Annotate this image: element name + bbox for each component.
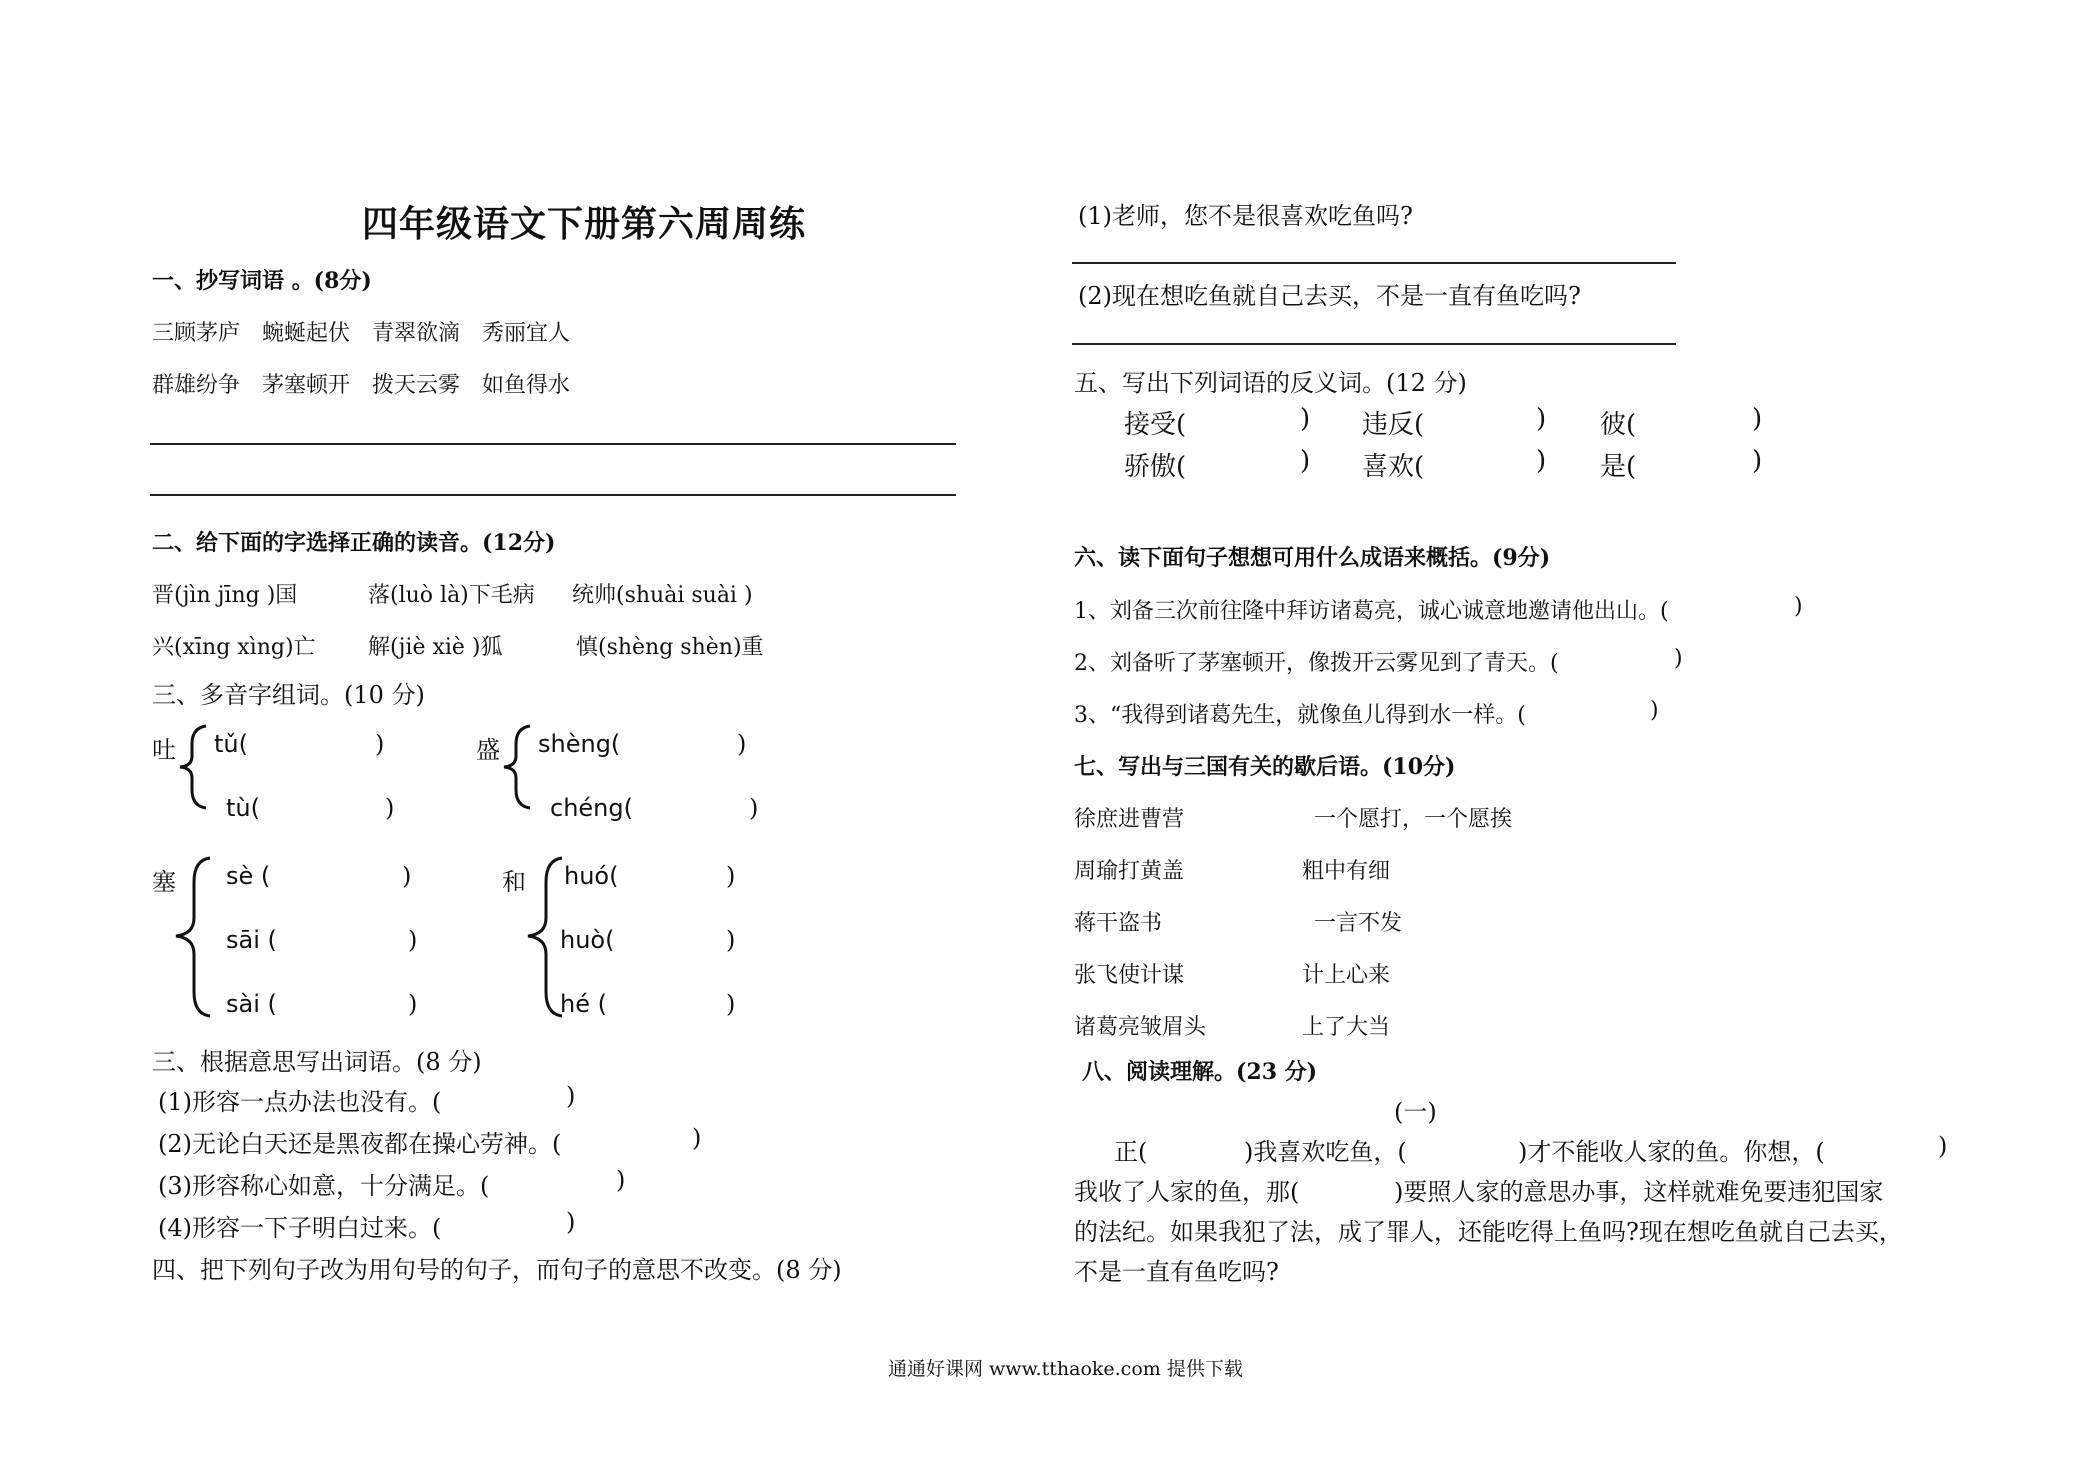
pinyin-label: huò( (560, 926, 615, 954)
pinyin-label: tù( (226, 794, 260, 822)
antonym-item: 骄傲( (1124, 452, 1187, 482)
antonym-item: 是( (1600, 452, 1637, 482)
antonym-item: 违反( (1362, 410, 1425, 440)
xiehouyu-right: 粗中有细 (1302, 859, 1391, 884)
answer-line[interactable] (1072, 343, 1676, 345)
pinyin-label: huó( (564, 862, 619, 890)
bracket-close: ) (1674, 646, 1683, 671)
section5-heading: 五、写出下列词语的反义词。(12 分) (1074, 369, 1467, 397)
pinyin-label: sài ( (226, 990, 277, 1018)
antonym-item: 彼( (1600, 410, 1637, 440)
section4-heading: 四、把下列句子改为用句号的句子，而句子的意思不改变。(8 分) (152, 1256, 842, 1284)
pinyin-label: hé ( (560, 990, 607, 1018)
polyphone-char: 盛 (476, 736, 500, 764)
section1-heading: 一、抄写词语 。(8分) (152, 268, 372, 294)
pinyin-label: sè ( (226, 862, 271, 890)
xiehouyu-right: 一言不发 (1314, 911, 1403, 936)
bracket-close: ) (1752, 404, 1763, 434)
pinyin-label: tǔ( (214, 730, 248, 758)
meaning-item: (4)形容一下子明白过来。( (158, 1214, 442, 1242)
xiehouyu-right: 上了大当 (1302, 1015, 1391, 1040)
bracket-close: ) (726, 926, 736, 954)
bracket-close: ) (1536, 446, 1547, 476)
passage-text: 我收了人家的鱼，那( (1074, 1178, 1300, 1206)
idiom-item: 1、刘备三次前往隆中拜访诸葛亮，诚心诚意地邀请他出山。( (1074, 599, 1669, 624)
brace-icon (172, 722, 212, 812)
passage-text: 正( (1114, 1138, 1148, 1166)
bracket-close: ) (566, 1082, 576, 1110)
pinyin-label: shèng( (538, 730, 621, 758)
word-item: 茅塞顿开 (262, 373, 351, 398)
pinyin-choice: 统帅(shuài suài ) (572, 583, 753, 608)
passage-text: )要照人家的意思办事，这样就难免要违犯国家 (1394, 1178, 1884, 1206)
rewrite-question: (1)老师，您不是很喜欢吃鱼吗? (1078, 202, 1413, 230)
bracket-close: ) (737, 730, 747, 758)
word-item: 蜿蜒起伏 (262, 321, 351, 346)
bracket-close: ) (1300, 446, 1311, 476)
antonym-item: 接受( (1124, 410, 1187, 440)
answer-line[interactable] (150, 443, 956, 445)
polyphone-char: 塞 (152, 868, 176, 896)
bracket-close: ) (566, 1208, 576, 1236)
pinyin-choice: 慎(shèng shèn)重 (576, 635, 764, 660)
word-item: 拨天云雾 (372, 373, 461, 398)
bracket-close: ) (385, 794, 395, 822)
passage-number: (一) (1394, 1098, 1437, 1126)
xiehouyu-left: 蒋干盗书 (1074, 911, 1163, 936)
xiehouyu-left: 周瑜打黄盖 (1074, 859, 1185, 884)
meaning-item: (1)形容一点办法也没有。( (158, 1088, 442, 1116)
answer-line[interactable] (150, 494, 956, 496)
passage-text: 不是一直有鱼吃吗? (1074, 1258, 1279, 1286)
section6-heading: 六、读下面句子想想可用什么成语来概括。(9分) (1074, 545, 1551, 571)
bracket-close: ) (726, 990, 736, 1018)
section2-heading: 二、给下面的字选择正确的读音。(12分) (152, 530, 556, 556)
section3-heading: 三、多音字组词。(10 分) (152, 681, 425, 709)
bracket-close: ) (1794, 594, 1803, 619)
idiom-item: 2、刘备听了茅塞顿开，像拨开云雾见到了青天。( (1074, 651, 1559, 676)
meaning-item: (2)无论白天还是黑夜都在操心劳神。( (158, 1130, 562, 1158)
brace-icon (168, 852, 218, 1022)
xiehouyu-right: 一个愿打，一个愿挨 (1314, 807, 1513, 832)
xiehouyu-left: 诸葛亮皱眉头 (1074, 1015, 1207, 1040)
polyphone-char: 吐 (152, 736, 176, 764)
polyphone-char: 和 (502, 868, 526, 896)
word-item: 三顾茅庐 (152, 321, 241, 346)
rewrite-question: (2)现在想吃鱼就自己去买，不是一直有鱼吃吗? (1078, 282, 1581, 310)
footer-source: 通通好课网 www.tthaoke.com 提供下载 (888, 1358, 1243, 1380)
xiehouyu-left: 徐庶进曹营 (1074, 807, 1185, 832)
antonym-item: 喜欢( (1362, 452, 1425, 482)
pinyin-choice: 晋(jìn jīng )国 (152, 583, 298, 608)
bracket-close: ) (1752, 446, 1763, 476)
word-item: 秀丽宜人 (482, 321, 571, 346)
passage-text: )我喜欢吃鱼，( (1244, 1138, 1407, 1166)
meaning-item: (3)形容称心如意，十分满足。( (158, 1172, 490, 1200)
word-item: 青翠欲滴 (372, 321, 461, 346)
bracket-close: ) (375, 730, 385, 758)
bracket-close: ) (1650, 698, 1659, 723)
pinyin-choice: 兴(xīng xìng)亡 (152, 635, 316, 660)
xiehouyu-left: 张飞使计谋 (1074, 963, 1185, 988)
bracket-close: ) (1536, 404, 1547, 434)
passage-text: ) (1938, 1132, 1948, 1160)
xiehouyu-right: 计上心来 (1302, 963, 1391, 988)
bracket-close: ) (692, 1124, 702, 1152)
bracket-close: ) (402, 862, 412, 890)
pinyin-label: chéng( (550, 794, 633, 822)
page-title: 四年级语文下册第六周周练 (362, 203, 807, 245)
section3b-heading: 三、根据意思写出词语。(8 分) (152, 1048, 482, 1076)
pinyin-choice: 解(jiè xiè )狐 (368, 635, 503, 660)
pinyin-choice: 落(luò là)下毛病 (368, 583, 535, 608)
bracket-close: ) (1300, 404, 1311, 434)
word-item: 群雄纷争 (152, 373, 241, 398)
answer-line[interactable] (1072, 262, 1676, 264)
bracket-close: ) (616, 1166, 626, 1194)
pinyin-label: sāi ( (226, 926, 277, 954)
bracket-close: ) (726, 862, 736, 890)
word-item: 如鱼得水 (482, 373, 571, 398)
bracket-close: ) (408, 990, 418, 1018)
section7-heading: 七、写出与三国有关的歇后语。(10分) (1074, 754, 1456, 780)
passage-text: )才不能收人家的鱼。你想，( (1518, 1138, 1825, 1166)
brace-icon (496, 722, 536, 812)
bracket-close: ) (749, 794, 759, 822)
idiom-item: 3、“我得到诸葛先生，就像鱼儿得到水一样。( (1074, 703, 1526, 728)
section8-heading: 八、阅读理解。(23 分) (1082, 1059, 1318, 1085)
bracket-close: ) (408, 926, 418, 954)
passage-text: 的法纪。如果我犯了法，成了罪人，还能吃得上鱼吗?现在想吃鱼就自己去买， (1074, 1218, 1903, 1246)
